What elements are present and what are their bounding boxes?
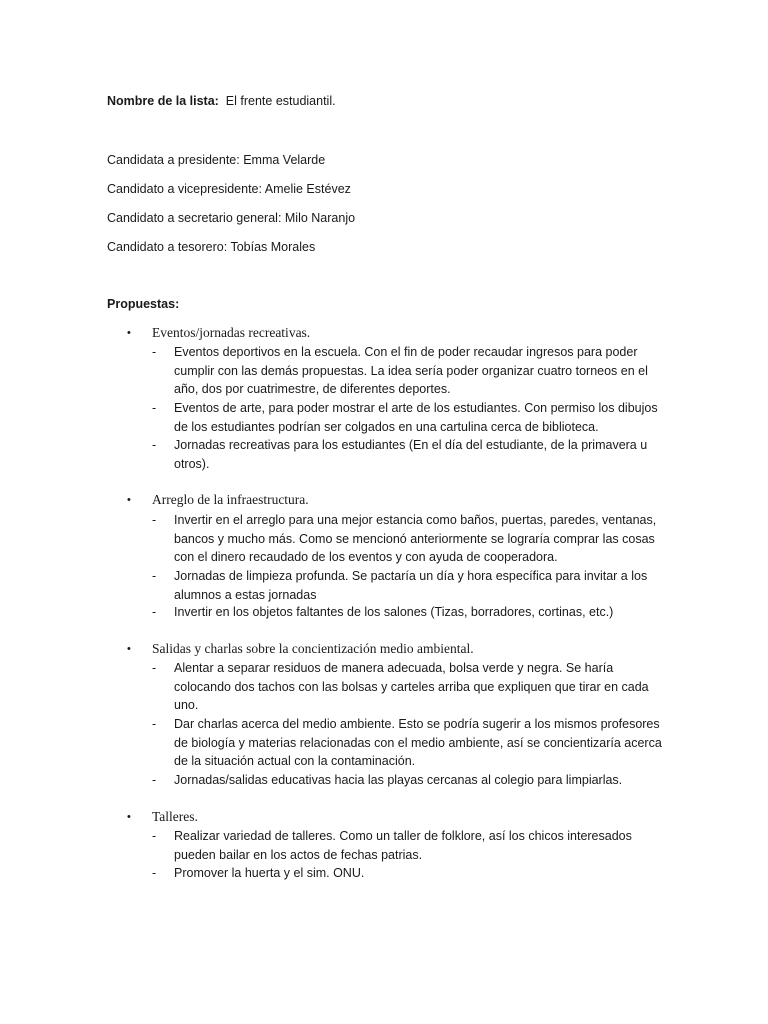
bullet-icon: • — [127, 811, 131, 823]
dash-icon: - — [152, 401, 157, 415]
proposal-item — [152, 771, 662, 790]
proposal-title: Talleres. — [152, 809, 198, 824]
proposal-item-text: Promover la huerta y el sim. ONU. — [174, 866, 365, 880]
bullet-icon: • — [127, 327, 131, 339]
proposal-item-text: Jornadas de limpieza profunda. Se pactaría un día y hora específica para invitar a los alumnos a estas jornadas — [174, 569, 648, 602]
proposal-item-text: Realizar variedad de talleres. Como un taller de folklore, así los chicos interesados pueden bailar en los actos de fechas patrias. — [174, 829, 632, 862]
dash-icon: - — [152, 513, 157, 527]
candidate-treasurer: Candidato a tesorero: Tobías Morales — [107, 240, 316, 254]
proposal-item — [152, 399, 662, 436]
proposal-item-text: Eventos de arte, para poder mostrar el arte de los estudiantes. Con permiso los dibujos de los estudiantes podrían ser colgados en una cartulina cerca de biblioteca. — [174, 401, 658, 434]
proposal-item — [152, 511, 662, 567]
proposal-item — [152, 567, 662, 604]
proposal-item-text: Eventos deportivos en la escuela. Con el fin de poder recaudar ingresos para poder cumplir con las demás propuestas. La idea sería poder organizar cuatro torneos en el año, dos por cuatrimestre, de diferentes deportes. — [174, 345, 648, 397]
dash-icon: - — [152, 829, 157, 843]
proposal-item — [152, 343, 662, 399]
proposal-item-text: Jornadas recreativas para los estudiantes (En el día del estudiante, de la primavera u otros). — [174, 438, 648, 471]
proposal-item-text: Alentar a separar residuos de manera adecuada, bolsa verde y negra. Se haría colocando dos tachos con las bolsas y carteles arriba que expliquen que tirar en cada uno. — [174, 661, 649, 713]
dash-icon: - — [152, 661, 157, 675]
dash-icon: - — [152, 569, 157, 583]
proposal-item — [152, 827, 662, 864]
bullet-icon: • — [127, 494, 131, 506]
dash-icon: - — [152, 438, 157, 452]
proposal-title: Eventos/jornadas recreativas. — [152, 325, 311, 340]
proposal-title: Salidas y charlas sobre la concientización medio ambiental. — [152, 641, 474, 656]
list-name-label: Nombre de la lista: — [107, 94, 219, 108]
list-name-value: El frente estudiantil. — [225, 94, 336, 108]
candidate-secretary: Candidato a secretario general: Milo Naranjo — [107, 211, 356, 225]
proposals-heading: Propuestas: — [107, 297, 180, 311]
proposal-item — [152, 436, 662, 473]
candidate-president: Candidata a presidente: Emma Velarde — [107, 153, 326, 167]
dash-icon: - — [152, 866, 157, 880]
proposal-item — [152, 715, 662, 771]
dash-icon: - — [152, 773, 157, 787]
proposal-title: Arreglo de la infraestructura. — [152, 492, 309, 507]
proposal-item — [152, 864, 662, 883]
bullet-icon: • — [127, 643, 131, 655]
dash-icon: - — [152, 717, 157, 731]
list-name-line — [107, 92, 667, 110]
proposal-item-text: Dar charlas acerca del medio ambiente. Esto se podría sugerir a los mismos profesores de biología y materias relacionadas con el medio ambiente, así se concientizaría acerca de la situación actual con la contaminación. — [174, 717, 662, 769]
proposal-item — [152, 603, 662, 622]
proposal-item-text: Invertir en los objetos faltantes de los salones (Tizas, borradores, cortinas, etc.) — [174, 605, 614, 619]
proposal-item-text: Jornadas/salidas educativas hacia las playas cercanas al colegio para limpiarlas. — [174, 773, 623, 787]
dash-icon: - — [152, 345, 157, 359]
proposal-item — [152, 659, 662, 715]
proposal-item-text: Invertir en el arreglo para una mejor estancia como baños, puertas, paredes, ventanas, bancos y mucho más. Como se mencionó anteriormente se lograría comprar las cosas con el dinero recaudado de los eventos y con ayuda de cooperadora. — [174, 513, 657, 565]
dash-icon: - — [152, 605, 157, 619]
candidate-vicepresident: Candidato a vicepresidente: Amelie Estévez — [107, 182, 351, 196]
